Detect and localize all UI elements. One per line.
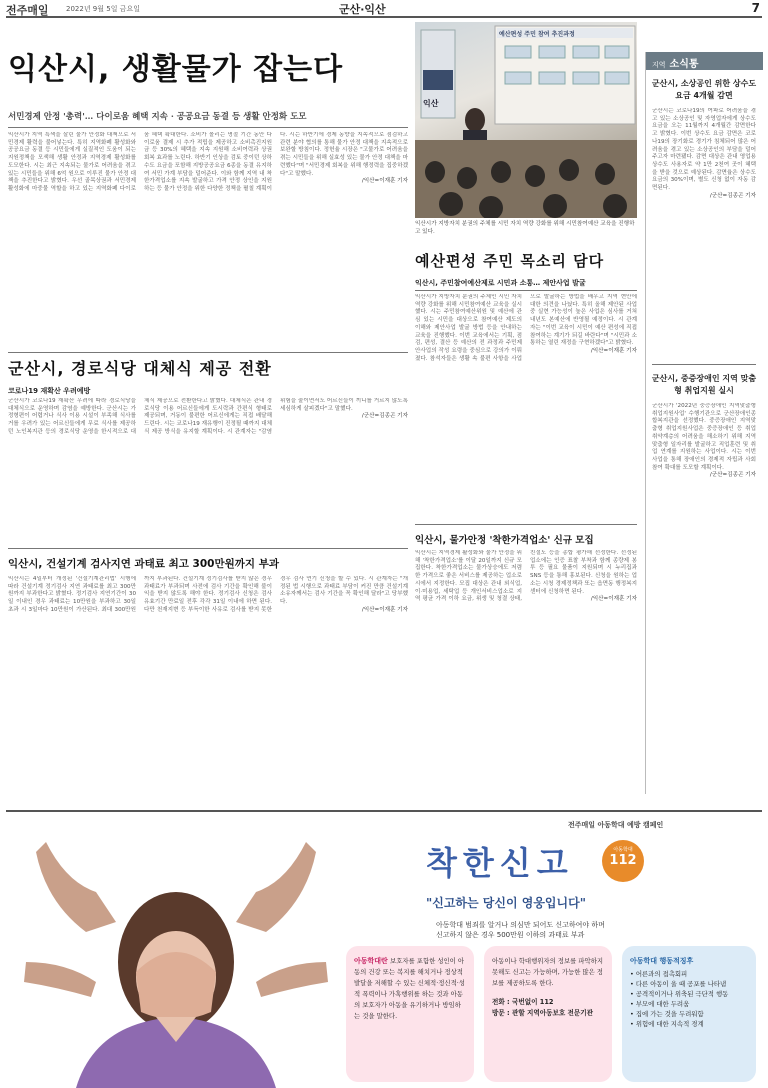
ad-badge-top: 아동학대 bbox=[613, 847, 633, 853]
page-number: 7 bbox=[751, 1, 760, 15]
inspection-body bbox=[8, 576, 408, 802]
inspection-headline: 익산시, 건설기계 검사지연 과태료 최고 300만원까지 부과 bbox=[8, 558, 279, 570]
ad-card3-list bbox=[630, 969, 748, 1029]
ad-desc-1: 아동학대 범죄를 알거나 의심만 되어도 신고하여야 하며 bbox=[436, 921, 605, 929]
screen-label: 익산 bbox=[423, 99, 439, 108]
ad-card1-text: 보호자를 포함한 성인이 아동의 건강 또는 복지를 해치거나 정상적 발달을 저해할 수 있는 신체적·정신적·성적 폭력이나 가혹행위를 하는 것과 아동의 보호자가 아동을 유기하거나 방임하는 것을 말한다. bbox=[354, 957, 465, 1020]
budget-byline: /익산=이재훈 기자 bbox=[590, 347, 637, 354]
sidebar-item2-title: 군산시, 중증장애인 지역 맞춤형 취업지원 실시 bbox=[651, 374, 757, 395]
ad-title: 착한신고 bbox=[426, 844, 574, 882]
dining-body bbox=[8, 398, 408, 542]
sidebar-item1-body bbox=[646, 108, 762, 358]
goodprice-body bbox=[415, 550, 637, 802]
inspection-body-text: 익산시는 4일부터 개정된 '건설기계관리법' 시행에 따라 건설기계 정기검사 지연 과태료를 최고 300만원까지 부과한다고 밝혔다. 정기검사 지연기간이 30일 이내인 경우 과태료는 10만원을 부과하고 30일 초과 시 3일마다 10만원이 가산된다. 최대 300만원까지 부과된다. 건설기계 정기검사를 받지 않은 경우 과태료가 부과되며 사전에 검사 기간을 확인해 불이익을 받지 않도록 해야 한다. 정기검사 신청은 검사 유효기간 만료일 전후 각각 31일 이내에 하면 된다. 다만 천재지변 등 부득이한 사유로 검사를 받지 못한 경우 검사 연기 신청을 할 수 있다. 시 관계자는 "개정된 법 시행으로 과태료 부담이 커진 만큼 건설기계 소유자께서는 검사 기간을 꼭 확인해 달라"고 당부했다. bbox=[8, 576, 408, 613]
ad-sign-item: • 집에 가는 것을 두려워함 bbox=[630, 1010, 704, 1018]
section-title: 군산·익산 bbox=[339, 3, 386, 16]
dining-body-text: 군산시가 코로나19 재확산 우려에 따라 경로식당을 대체식으로 운영하며 감염을 예방한다. 군산시는 가정형편이 어렵거나 식사 이용 시설이 부족해 식사를 거를 우려가 있는 어르신들에게 무료 식사를 제공하던 노인복지관 등의 경로식당 운영을 한시적으로 대체식 제공으로 전환한다고 밝혔다. 대체식은 관내 경로식당 이용 어르신들에게 도시락과 간편식 형태로 제공되며, 거동이 불편한 어르신에게는 직접 배달해 드린다. 시는 코로나19 재유행이 진정될 때까지 대체식 제공 방식을 유지할 계획이다. 시 관계자는 "감염 위험을 줄이면서도 어르신들이 끼니를 거르지 않도록 세심하게 살피겠다"고 말했다. bbox=[8, 398, 408, 435]
lead-body bbox=[8, 132, 408, 348]
divider bbox=[8, 127, 408, 128]
ad-card3-heading: 아동학대 행동적징후 bbox=[630, 957, 694, 965]
goodprice-headline: 익산시, 물가안정 '착한가격업소' 신규 모집 bbox=[415, 535, 594, 546]
dining-headline: 군산시, 경로식당 대체식 제공 전환 bbox=[8, 359, 272, 378]
ad-sign-item: • 다른 아동이 울 때 공포를 나타냄 bbox=[630, 980, 727, 988]
sidebar-item2-byline: /군산=김종곤 기자 bbox=[709, 472, 756, 479]
goodprice-body-text: 익산시는 지역경제 활성화와 물가 안정을 위해 '착한가격업소'를 이달 20일까지 신규 모집한다. 착한가격업소는 물가상승에도 저렴한 가격으로 좋은 서비스를 제공하는 업소로 시에서 지정한다. 모집 대상은 관내 외식업, 이·미용업, 세탁업 등 개인서비스업소로 지역 평균 가격 이하 요금, 위생 및 청결 상태, 친절도 등을 종합 평가해 선정한다. 선정된 업소에는 인증 표찰 부착과 함께 종량제 봉투 등 필요 물품이 지원되며 시 누리집과 SNS 등을 통해 홍보된다. 신청을 원하는 업소는 시청 경제정책과 또는 읍면동 행정복지센터에 신청하면 된다. bbox=[415, 550, 637, 603]
divider bbox=[415, 290, 637, 291]
ad-illustration bbox=[6, 812, 346, 1088]
sidebar-tag-title: 소식통 bbox=[669, 59, 699, 70]
sidebar-item1-text: 군산시는 코로나19의 여파로 어려움을 겪고 있는 소상공인 및 자영업자에게 상수도 요금을 오는 11월까지 4개월간 감면한다고 밝혔다. 이번 상수도 요금 감면은 코로나19의 장기화로 경기가 침체되어 많은 어려움을 겪고 있는 소상공인의 부담을 덜어주고자 마련됐다. 감면 대상은 관내 영업용 상수도 사용자로 약 1만 2천여 곳이 혜택을 받을 것으로 예상된다. 감면율은 상수도 요금의 30%이며, 별도 신청 없이 자동 감면된다. bbox=[652, 108, 756, 192]
sidebar-local-news bbox=[645, 52, 762, 794]
banner-title: 예산편성 주민 참여 추진과정 bbox=[499, 31, 575, 38]
ad-112-badge bbox=[602, 840, 644, 882]
sidebar-tag bbox=[646, 52, 763, 70]
lead-headline: 익산시, 생활물가 잡는다 bbox=[8, 52, 344, 87]
divider bbox=[8, 548, 408, 549]
ad-card2-text: 아동이나 학대행위자의 정보를 파악하지 못해도 신고는 가능하며, 가능한 많은 정보를 제공하도록 한다. bbox=[492, 957, 604, 987]
page-header bbox=[6, 0, 762, 18]
sidebar-item1-byline: /군산=김종곤 기자 bbox=[709, 192, 756, 199]
budget-body bbox=[415, 294, 637, 520]
lead-byline: /익산=이재훈 기자 bbox=[361, 178, 408, 185]
issue-date: 2022년 9월 5일 금요일 bbox=[66, 5, 140, 13]
goodprice-byline: /익산=이재훈 기자 bbox=[590, 596, 637, 603]
inspection-byline: /익산=이재훈 기자 bbox=[361, 606, 408, 613]
ad-sign-item: • 부모에 대한 두려움 bbox=[630, 1000, 690, 1008]
ad-card-report bbox=[484, 946, 612, 1082]
ad-sign-item: • 공격적이거나 위축된 극단적 행동 bbox=[630, 990, 729, 998]
sidebar-tag-prefix: 지역 bbox=[652, 61, 666, 69]
sidebar-item2-body bbox=[646, 403, 762, 763]
ad-card-signs bbox=[622, 946, 756, 1082]
photo-caption: 익산시가 지방자치 분권의 주체를 시민 자치 역량 강화를 위해 시민참여예산 교육을 진행하고 있다. bbox=[415, 221, 635, 235]
ad-sign-item: • 어른과의 접촉회피 bbox=[630, 970, 688, 978]
ad-card2-visit: 방문 : 관할 지역아동보호 전문기관 bbox=[492, 1009, 593, 1017]
news-photo bbox=[415, 22, 637, 218]
ad-slogan: "신고하는 당신이 영웅입니다" bbox=[426, 896, 586, 910]
ad-campaign-name: 전주매일 아동학대 예방 캠페인 bbox=[568, 821, 664, 829]
divider bbox=[415, 524, 637, 525]
ad-desc-2: 신고하지 않은 경우 500만원 이하의 과태료 부과 bbox=[436, 931, 585, 939]
ad-card-definition bbox=[346, 946, 474, 1082]
ad-sign-item: • 위험에 대한 지속적 경계 bbox=[630, 1020, 704, 1028]
dining-subhead: 코로나19 재확산 우려예방 bbox=[8, 387, 91, 395]
sidebar-item2-text: 군산시가 '2022년 중증장애인 지역맞춤형 취업지원사업' 수행기관으로 군산장애인종합복지관을 선정했다. 중증장애인 지역맞춤형 취업지원사업은 중증장애인 등 취업취약계층의 어려움을 해소하기 위해 지역 맞춤형 일자리를 발굴하고 직업훈련 및 취업 연계를 지원하는 사업이다. 시는 이번 사업을 통해 장애인의 경제적 자립과 사회 참여 확대를 도모할 계획이다. bbox=[652, 403, 756, 471]
budget-body-text: 익산시가 지방자치 분권의 주체인 시민 자치 역량 강화를 위해 시민참여예산 교육을 실시했다. 시는 주민참여예산위원 및 예산에 관심 있는 시민을 대상으로 참여예산 제도의 이해와 제안사업 발굴 방법 등을 안내하는 교육을 진행했다. 이번 교육에서는 기획, 점검, 편성, 결산 등 예산의 전 과정과 주민제안사업의 작성 요령을 중심으로 강의가 이뤄졌다. 참석자들은 생활 속 불편 사항을 사업으로 발굴하는 방법을 배우고 지역 현안에 대한 의견을 나눴다. 특히 올해 제안된 사업 중 실현 가능성이 높은 사업은 심사를 거쳐 내년도 본예산에 반영될 예정이다. 시 관계자는 "이번 교육이 시민이 예산 편성에 직접 참여하는 계기가 되길 바란다"며 "시민과 소통하는 열린 재정을 구현하겠다"고 밝혔다. bbox=[415, 294, 637, 362]
divider bbox=[8, 352, 408, 353]
dining-byline: /군산=김종곤 기자 bbox=[361, 413, 408, 420]
lead-body-text: 익산시가 지역 특색을 살린 물가 안정화 대책으로 서민경제 활력을 불어넣는다. 특히 지역화폐 활성화와 공공요금 동결 등 시민들에게 실질적인 도움이 되는 지원정책을 모색해 생활 안정과 지역경제 활성화를 도모한다. 시는 최근 지속되는 물가로 어려움을 겪고 있는 시민들을 위해 6억 원으로 이루진 물가 안정 대책을 추진한다고 밝혔다. 우선 골목상권과 서민경제 활성화에 마중물 역할을 하고 있는 지역화폐 다이로움 혜택 확대한다. 소비가 몰리는 명절 기간 동안 다이로움 결제 시 추가 적립을 제공하고 소비촉진지원금 등 30%의 혜택을 지속 지원해 소비여력과 상권 회복 효과를 노린다. 하반기 인상을 검토 중이던 상하수도 요금을 포함해 지방공공요금 6종을 동결 유지하여 서민 가계 부담을 덜어준다. 이와 함께 지역 내 착한가격업소를 지속 발굴하고 가격 안정 상인을 지원하는 등 물가 안정을 위한 다양한 정책을 펼칠 계획이다. 시는 하반기에 경제 동향을 지속적으로 점검하고 관련 분야 협의를 통해 물가 안정 대책을 지속적으로 보완할 방침이다. 정헌율 시장은 "고물가로 어려움을 겪는 시민들을 위해 실효성 있는 물가 안정 대책을 마련했다"며 "서민경제 회복을 위해 행정력을 집중하겠다"고 말했다. bbox=[8, 132, 408, 192]
sidebar-item1-title: 군산시, 소상공인 위한 상수도요금 4개월 감면 bbox=[651, 79, 757, 100]
budget-subhead: 익산시, 주민참여예산제로 시민과 소통… 제안사업 발굴 bbox=[415, 279, 586, 287]
newspaper-brand: 전주매일 bbox=[6, 4, 49, 17]
ad-card2-phone: 전화 : 국번없이 112 bbox=[492, 998, 554, 1006]
ad-card1-heading: 아동학대란 bbox=[354, 957, 388, 965]
divider bbox=[652, 364, 756, 365]
budget-headline: 예산편성 주민 목소리 담다 bbox=[415, 252, 605, 270]
ad-badge-number: 112 bbox=[609, 853, 637, 868]
lead-subhead: 서민경제 안정 '총력'… 다이로움 혜택 지속 · 공공요금 동결 등 생활 안정화 도모 bbox=[8, 112, 307, 122]
ad-child-abuse-campaign bbox=[6, 810, 762, 1088]
photo-illustration bbox=[415, 22, 637, 218]
